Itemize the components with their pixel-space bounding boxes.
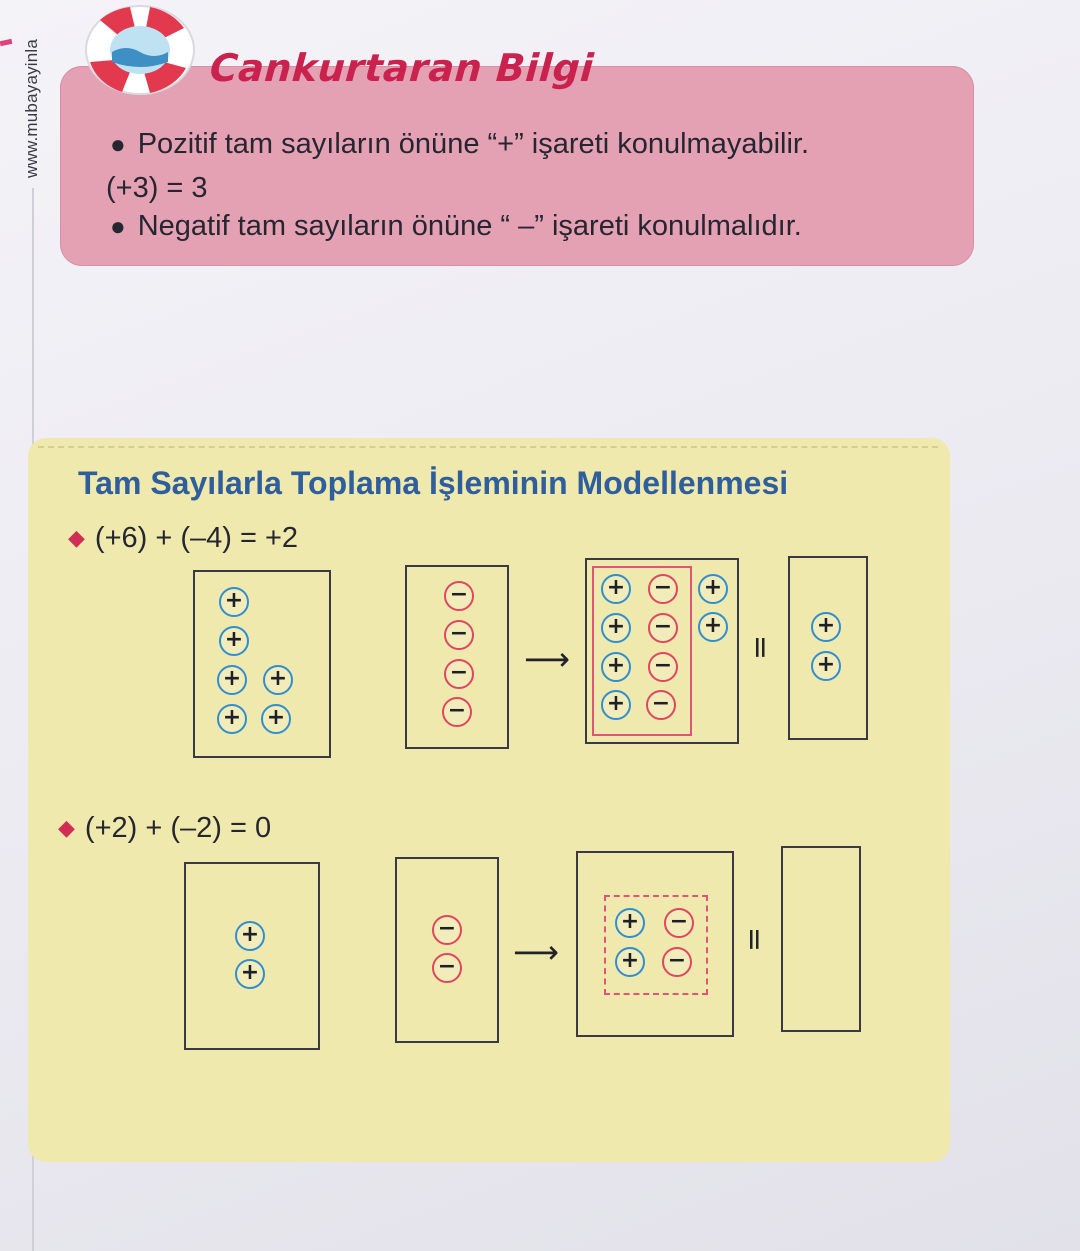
info-title: Cankurtaran Bilgi [208,46,596,90]
ex1-box-positive [193,570,331,758]
info-text-2: Negatif tam sayıların önüne “ –” işareti konulmalıdır. [137,210,802,242]
ex2-box-result-empty [781,846,861,1032]
negative-chip: − [646,690,676,720]
positive-chip: + [261,704,291,734]
negative-chip: − [662,947,692,977]
negative-chip: − [444,659,474,689]
diamond-bullet-icon: ◆ [68,525,85,550]
example-2-text: (+2) + (–2) = 0 [84,812,272,844]
positive-chip: + [811,612,841,642]
info-text-1: Pozitif tam sayıların önüne “+” işareti konulmayabilir. [137,128,810,160]
positive-chip: + [615,908,645,938]
ex1-box-result [788,556,868,740]
positive-chip: + [811,651,841,681]
negative-chip: − [432,953,462,983]
bullet-icon: ● [110,211,126,241]
positive-chip: + [601,690,631,720]
negative-chip: − [444,581,474,611]
positive-chip: + [217,665,247,695]
negative-chip: − [648,574,678,604]
panel-title: Tam Sayılarla Toplama İşleminin Modellenmesi [78,465,789,501]
arrow-icon: ⟶ [524,640,570,678]
positive-chip: + [601,652,631,682]
positive-chip: + [219,587,249,617]
diamond-bullet-icon: ◆ [58,815,75,840]
ex2-box-negative [395,857,499,1043]
example-1-text: (+6) + (–4) = +2 [94,522,299,554]
equals-sign: = [737,926,773,953]
arrow-icon: ⟶ [513,933,559,971]
negative-chip: − [648,613,678,643]
info-example: (+3) = 3 [106,172,208,204]
equals-sign: = [743,634,779,661]
positive-chip: + [698,574,728,604]
positive-chip: + [601,613,631,643]
negative-chip: − [648,652,678,682]
lifebuoy-icon [80,0,200,100]
positive-chip: + [698,612,728,642]
bullet-icon: ● [110,129,126,159]
negative-chip: − [664,908,694,938]
website-sidebar-text: www.mubayayinla [22,38,41,178]
positive-chip: + [235,921,265,951]
ex2-box-positive [184,862,320,1050]
negative-chip: − [432,915,462,945]
panel-dashed-edge [38,446,938,452]
info-bullet-2 [110,210,802,243]
info-bullet-1 [110,128,809,161]
negative-chip: − [442,697,472,727]
zero-pairs-dashed-frame [604,895,708,995]
positive-chip: + [235,959,265,989]
positive-chip: + [601,574,631,604]
positive-chip: + [217,704,247,734]
positive-chip: + [615,947,645,977]
negative-chip: − [444,620,474,650]
positive-chip: + [219,626,249,656]
positive-chip: + [263,665,293,695]
example-2-equation [58,812,271,845]
example-1-equation [68,522,298,555]
